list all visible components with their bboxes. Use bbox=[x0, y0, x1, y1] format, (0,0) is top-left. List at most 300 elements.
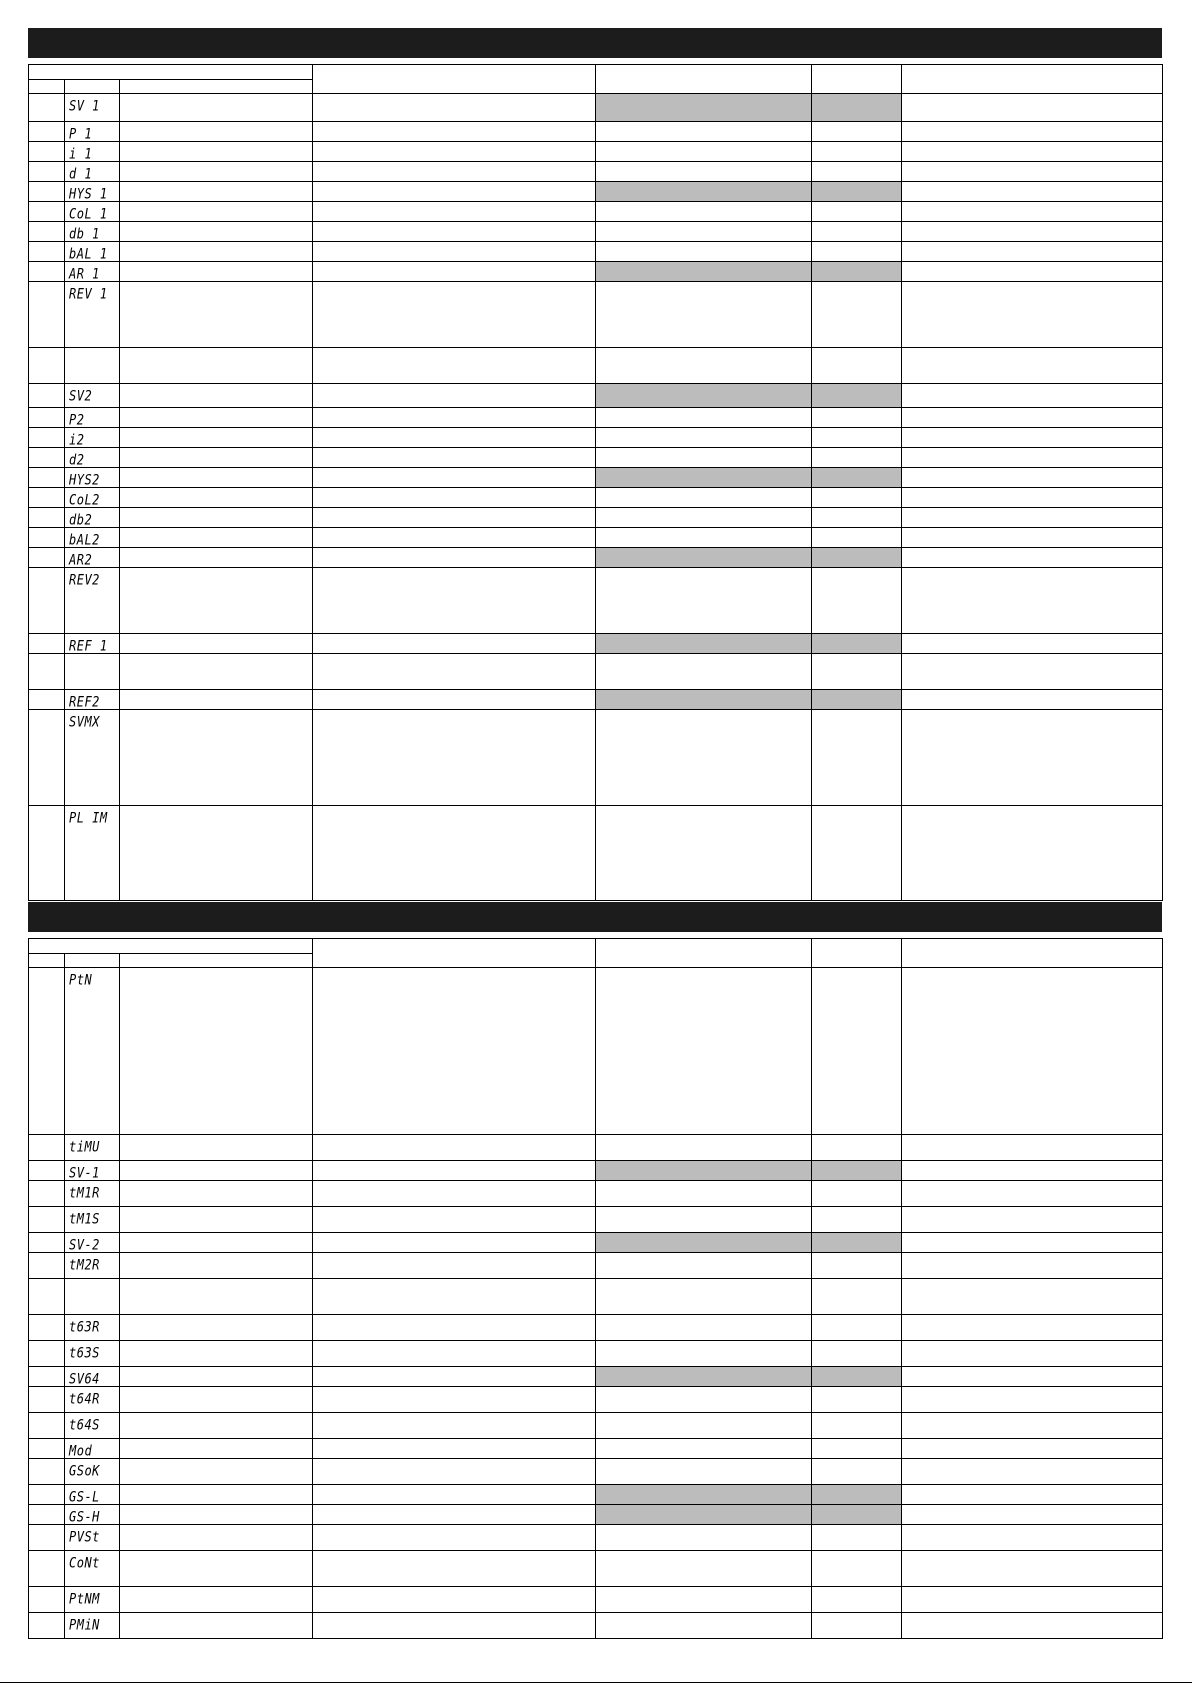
range-cell bbox=[596, 222, 812, 242]
table2-header-default bbox=[812, 939, 902, 968]
parameter-code: REV2 bbox=[69, 572, 100, 589]
name-cell bbox=[120, 468, 313, 488]
range-cell bbox=[596, 1253, 812, 1279]
code-cell bbox=[65, 428, 120, 448]
default-cell bbox=[812, 1279, 902, 1315]
parameter-table-2 bbox=[28, 938, 1163, 1639]
parameter-code: CoL2 bbox=[69, 492, 100, 509]
parameter-code: db2 bbox=[69, 512, 93, 529]
range-cell bbox=[596, 1459, 812, 1485]
parameter-code: tM1S bbox=[69, 1211, 100, 1228]
table2-header-row bbox=[29, 939, 1163, 954]
notes-cell bbox=[902, 468, 1163, 488]
name-cell bbox=[120, 968, 313, 1135]
default-cell bbox=[812, 1135, 902, 1161]
default-cell bbox=[812, 384, 902, 408]
description-cell bbox=[313, 222, 596, 242]
code-cell bbox=[65, 1161, 120, 1181]
parameter-code: d2 bbox=[69, 452, 85, 469]
notes-cell bbox=[902, 1459, 1163, 1485]
description-cell bbox=[313, 634, 596, 654]
name-cell bbox=[120, 1207, 313, 1233]
row-number-cell bbox=[29, 806, 65, 901]
description-cell bbox=[313, 1181, 596, 1207]
row-number-cell bbox=[29, 1367, 65, 1387]
description-cell bbox=[313, 468, 596, 488]
default-cell bbox=[812, 448, 902, 468]
table-row bbox=[29, 654, 1163, 690]
notes-cell bbox=[902, 1387, 1163, 1413]
notes-cell bbox=[902, 1613, 1163, 1639]
notes-cell bbox=[902, 1439, 1163, 1459]
code-cell bbox=[65, 968, 120, 1135]
default-cell bbox=[812, 1459, 902, 1485]
name-cell bbox=[120, 1135, 313, 1161]
default-cell bbox=[812, 1161, 902, 1181]
parameter-code: Mod bbox=[69, 1443, 93, 1460]
range-cell bbox=[596, 1525, 812, 1551]
range-cell bbox=[596, 1505, 812, 1525]
parameter-code: tiMU bbox=[69, 1139, 100, 1156]
table1-header-name bbox=[120, 80, 313, 94]
default-cell bbox=[812, 654, 902, 690]
notes-cell bbox=[902, 262, 1163, 282]
name-cell bbox=[120, 142, 313, 162]
table-row bbox=[29, 1367, 1163, 1387]
name-cell bbox=[120, 1341, 313, 1367]
row-number-cell bbox=[29, 1387, 65, 1413]
name-cell bbox=[120, 222, 313, 242]
notes-cell bbox=[902, 428, 1163, 448]
parameter-code: P2 bbox=[69, 412, 85, 429]
code-cell bbox=[65, 182, 120, 202]
table-row bbox=[29, 508, 1163, 528]
row-number-cell bbox=[29, 568, 65, 634]
table2-header-description bbox=[313, 939, 596, 968]
range-cell bbox=[596, 1315, 812, 1341]
row-number-cell bbox=[29, 488, 65, 508]
name-cell bbox=[120, 162, 313, 182]
default-cell bbox=[812, 690, 902, 710]
name-cell bbox=[120, 182, 313, 202]
description-cell bbox=[313, 1413, 596, 1439]
table-row bbox=[29, 690, 1163, 710]
table1-header-code bbox=[65, 80, 120, 94]
name-cell bbox=[120, 1505, 313, 1525]
table-row bbox=[29, 1525, 1163, 1551]
parameter-code: AR2 bbox=[69, 552, 93, 569]
notes-cell bbox=[902, 1207, 1163, 1233]
default-cell bbox=[812, 1413, 902, 1439]
range-cell bbox=[596, 654, 812, 690]
notes-cell bbox=[902, 222, 1163, 242]
range-cell bbox=[596, 282, 812, 348]
row-number-cell bbox=[29, 122, 65, 142]
notes-cell bbox=[902, 508, 1163, 528]
parameter-code: HYS 1 bbox=[69, 186, 108, 203]
table-row bbox=[29, 242, 1163, 262]
parameter-code: PtNM bbox=[69, 1591, 100, 1608]
notes-cell bbox=[902, 634, 1163, 654]
description-cell bbox=[313, 1613, 596, 1639]
name-cell bbox=[120, 690, 313, 710]
code-cell bbox=[65, 468, 120, 488]
table-row bbox=[29, 262, 1163, 282]
code-cell bbox=[65, 202, 120, 222]
description-cell bbox=[313, 94, 596, 122]
code-cell bbox=[65, 448, 120, 468]
parameter-code: CoNt bbox=[69, 1555, 100, 1572]
parameter-code: SV64 bbox=[69, 1371, 100, 1388]
default-cell bbox=[812, 1233, 902, 1253]
range-cell bbox=[596, 1613, 812, 1639]
range-cell bbox=[596, 548, 812, 568]
table-row bbox=[29, 348, 1163, 384]
name-cell bbox=[120, 348, 313, 384]
default-cell bbox=[812, 528, 902, 548]
default-cell bbox=[812, 468, 902, 488]
name-cell bbox=[120, 94, 313, 122]
code-cell bbox=[65, 634, 120, 654]
notes-cell bbox=[902, 548, 1163, 568]
notes-cell bbox=[902, 202, 1163, 222]
row-number-cell bbox=[29, 1459, 65, 1485]
default-cell bbox=[812, 142, 902, 162]
name-cell bbox=[120, 282, 313, 348]
description-cell bbox=[313, 710, 596, 806]
table-row bbox=[29, 94, 1163, 122]
range-cell bbox=[596, 1387, 812, 1413]
parameter-code: t63S bbox=[69, 1345, 100, 1362]
code-cell bbox=[65, 94, 120, 122]
description-cell bbox=[313, 690, 596, 710]
parameter-code: GSoK bbox=[69, 1463, 100, 1480]
description-cell bbox=[313, 968, 596, 1135]
name-cell bbox=[120, 528, 313, 548]
code-cell bbox=[65, 508, 120, 528]
name-cell bbox=[120, 1439, 313, 1459]
section-header-bar-2 bbox=[28, 902, 1162, 932]
default-cell bbox=[812, 1551, 902, 1587]
range-cell bbox=[596, 568, 812, 634]
name-cell bbox=[120, 488, 313, 508]
range-cell bbox=[596, 1367, 812, 1387]
name-cell bbox=[120, 568, 313, 634]
description-cell bbox=[313, 202, 596, 222]
range-cell bbox=[596, 1485, 812, 1505]
notes-cell bbox=[902, 528, 1163, 548]
name-cell bbox=[120, 1161, 313, 1181]
row-number-cell bbox=[29, 1315, 65, 1341]
row-number-cell bbox=[29, 1413, 65, 1439]
code-cell bbox=[65, 1233, 120, 1253]
description-cell bbox=[313, 548, 596, 568]
row-number-cell bbox=[29, 1207, 65, 1233]
name-cell bbox=[120, 1367, 313, 1387]
parameter-code: HYS2 bbox=[69, 472, 100, 489]
row-number-cell bbox=[29, 1279, 65, 1315]
table-row bbox=[29, 122, 1163, 142]
row-number-cell bbox=[29, 142, 65, 162]
range-cell bbox=[596, 1207, 812, 1233]
notes-cell bbox=[902, 348, 1163, 384]
notes-cell bbox=[902, 122, 1163, 142]
code-cell bbox=[65, 568, 120, 634]
notes-cell bbox=[902, 1587, 1163, 1613]
range-cell bbox=[596, 1135, 812, 1161]
name-cell bbox=[120, 710, 313, 806]
notes-cell bbox=[902, 1161, 1163, 1181]
description-cell bbox=[313, 1207, 596, 1233]
name-cell bbox=[120, 1485, 313, 1505]
default-cell bbox=[812, 1181, 902, 1207]
description-cell bbox=[313, 654, 596, 690]
parameter-code bbox=[65, 668, 69, 669]
code-cell bbox=[65, 1525, 120, 1551]
default-cell bbox=[812, 1341, 902, 1367]
notes-cell bbox=[902, 568, 1163, 634]
table-row bbox=[29, 384, 1163, 408]
notes-cell bbox=[902, 94, 1163, 122]
range-cell bbox=[596, 348, 812, 384]
range-cell bbox=[596, 122, 812, 142]
table-row bbox=[29, 182, 1163, 202]
name-cell bbox=[120, 242, 313, 262]
row-number-cell bbox=[29, 162, 65, 182]
notes-cell bbox=[902, 806, 1163, 901]
description-cell bbox=[313, 448, 596, 468]
default-cell bbox=[812, 182, 902, 202]
description-cell bbox=[313, 1439, 596, 1459]
table-row bbox=[29, 1485, 1163, 1505]
name-cell bbox=[120, 654, 313, 690]
range-cell bbox=[596, 968, 812, 1135]
range-cell bbox=[596, 1161, 812, 1181]
notes-cell bbox=[902, 1505, 1163, 1525]
name-cell bbox=[120, 384, 313, 408]
description-cell bbox=[313, 122, 596, 142]
code-cell bbox=[65, 1341, 120, 1367]
row-number-cell bbox=[29, 1253, 65, 1279]
row-number-cell bbox=[29, 1233, 65, 1253]
parameter-code: SVMX bbox=[69, 714, 100, 731]
parameter-code: GS-L bbox=[69, 1489, 100, 1506]
notes-cell bbox=[902, 1525, 1163, 1551]
table-row bbox=[29, 1207, 1163, 1233]
description-cell bbox=[313, 1161, 596, 1181]
parameter-code: d 1 bbox=[69, 166, 93, 183]
range-cell bbox=[596, 1551, 812, 1587]
parameter-code: P 1 bbox=[69, 126, 93, 143]
row-number-cell bbox=[29, 508, 65, 528]
notes-cell bbox=[902, 282, 1163, 348]
default-cell bbox=[812, 222, 902, 242]
notes-cell bbox=[902, 968, 1163, 1135]
table-row bbox=[29, 806, 1163, 901]
notes-cell bbox=[902, 1315, 1163, 1341]
notes-cell bbox=[902, 690, 1163, 710]
parameter-code: PL IM bbox=[69, 810, 108, 827]
range-cell bbox=[596, 202, 812, 222]
description-cell bbox=[313, 1485, 596, 1505]
range-cell bbox=[596, 262, 812, 282]
row-number-cell bbox=[29, 528, 65, 548]
section-header-bar-1 bbox=[28, 28, 1162, 58]
name-cell bbox=[120, 262, 313, 282]
parameter-code: PVSt bbox=[69, 1529, 100, 1546]
table1-header-row bbox=[29, 65, 1163, 80]
range-cell bbox=[596, 710, 812, 806]
name-cell bbox=[120, 1551, 313, 1587]
name-cell bbox=[120, 634, 313, 654]
parameter-code: bAL2 bbox=[69, 532, 100, 549]
default-cell bbox=[812, 1387, 902, 1413]
description-cell bbox=[313, 1279, 596, 1315]
parameter-code: tM2R bbox=[69, 1257, 100, 1274]
parameter-code: AR 1 bbox=[69, 266, 100, 283]
row-number-cell bbox=[29, 428, 65, 448]
description-cell bbox=[313, 1341, 596, 1367]
parameter-code: REV 1 bbox=[69, 286, 108, 303]
range-cell bbox=[596, 690, 812, 710]
description-cell bbox=[313, 1367, 596, 1387]
code-cell bbox=[65, 1439, 120, 1459]
range-cell bbox=[596, 384, 812, 408]
table-row bbox=[29, 1387, 1163, 1413]
description-cell bbox=[313, 508, 596, 528]
description-cell bbox=[313, 1551, 596, 1587]
row-number-cell bbox=[29, 202, 65, 222]
name-cell bbox=[120, 448, 313, 468]
default-cell bbox=[812, 282, 902, 348]
default-cell bbox=[812, 1505, 902, 1525]
notes-cell bbox=[902, 1279, 1163, 1315]
range-cell bbox=[596, 488, 812, 508]
table2-header-no bbox=[29, 954, 65, 968]
description-cell bbox=[313, 1387, 596, 1413]
range-cell bbox=[596, 468, 812, 488]
range-cell bbox=[596, 1181, 812, 1207]
parameter-code bbox=[65, 362, 69, 363]
code-cell bbox=[65, 1207, 120, 1233]
parameter-code: bAL 1 bbox=[69, 246, 108, 263]
code-cell bbox=[65, 1181, 120, 1207]
range-cell bbox=[596, 182, 812, 202]
row-number-cell bbox=[29, 710, 65, 806]
table-row bbox=[29, 142, 1163, 162]
default-cell bbox=[812, 1439, 902, 1459]
range-cell bbox=[596, 94, 812, 122]
table2-header-name bbox=[120, 954, 313, 968]
notes-cell bbox=[902, 1413, 1163, 1439]
name-cell bbox=[120, 1587, 313, 1613]
code-cell bbox=[65, 162, 120, 182]
description-cell bbox=[313, 1525, 596, 1551]
code-cell bbox=[65, 282, 120, 348]
table2-header-parameter bbox=[29, 939, 313, 954]
table1-header-notes bbox=[902, 65, 1163, 94]
description-cell bbox=[313, 1135, 596, 1161]
default-cell bbox=[812, 202, 902, 222]
parameter-code: db 1 bbox=[69, 226, 100, 243]
notes-cell bbox=[902, 142, 1163, 162]
row-number-cell bbox=[29, 408, 65, 428]
table-row bbox=[29, 1341, 1163, 1367]
code-cell bbox=[65, 1459, 120, 1485]
description-cell bbox=[313, 488, 596, 508]
table-row bbox=[29, 1413, 1163, 1439]
table-row bbox=[29, 1439, 1163, 1459]
notes-cell bbox=[902, 710, 1163, 806]
default-cell bbox=[812, 242, 902, 262]
table-row bbox=[29, 710, 1163, 806]
row-number-cell bbox=[29, 654, 65, 690]
row-number-cell bbox=[29, 1135, 65, 1161]
code-cell bbox=[65, 806, 120, 901]
parameter-code: SV-1 bbox=[69, 1165, 100, 1182]
name-cell bbox=[120, 428, 313, 448]
name-cell bbox=[120, 1459, 313, 1485]
parameter-code: REF2 bbox=[69, 694, 100, 711]
default-cell bbox=[812, 162, 902, 182]
table-row bbox=[29, 968, 1163, 1135]
name-cell bbox=[120, 202, 313, 222]
code-cell bbox=[65, 488, 120, 508]
code-cell bbox=[65, 528, 120, 548]
description-cell bbox=[313, 1505, 596, 1525]
name-cell bbox=[120, 508, 313, 528]
name-cell bbox=[120, 1413, 313, 1439]
row-number-cell bbox=[29, 1505, 65, 1525]
default-cell bbox=[812, 1613, 902, 1639]
notes-cell bbox=[902, 384, 1163, 408]
parameter-code: GS-H bbox=[69, 1509, 100, 1526]
description-cell bbox=[313, 1233, 596, 1253]
parameter-code: t64S bbox=[69, 1417, 100, 1434]
row-number-cell bbox=[29, 468, 65, 488]
table1-header-parameter bbox=[29, 65, 313, 80]
code-cell bbox=[65, 408, 120, 428]
table1-header-default bbox=[812, 65, 902, 94]
table-row bbox=[29, 468, 1163, 488]
table-row bbox=[29, 408, 1163, 428]
range-cell bbox=[596, 408, 812, 428]
default-cell bbox=[812, 488, 902, 508]
parameter-code: i 1 bbox=[69, 146, 93, 163]
description-cell bbox=[313, 528, 596, 548]
code-cell bbox=[65, 1387, 120, 1413]
name-cell bbox=[120, 1279, 313, 1315]
description-cell bbox=[313, 408, 596, 428]
code-cell bbox=[65, 1551, 120, 1587]
table-row bbox=[29, 1551, 1163, 1587]
table-row bbox=[29, 1161, 1163, 1181]
row-number-cell bbox=[29, 448, 65, 468]
description-cell bbox=[313, 384, 596, 408]
row-number-cell bbox=[29, 690, 65, 710]
row-number-cell bbox=[29, 1439, 65, 1459]
parameter-code: SV 1 bbox=[69, 98, 100, 115]
row-number-cell bbox=[29, 1525, 65, 1551]
default-cell bbox=[812, 1315, 902, 1341]
parameter-code: i2 bbox=[69, 432, 85, 449]
table-row bbox=[29, 1315, 1163, 1341]
table1-header-description bbox=[313, 65, 596, 94]
code-cell bbox=[65, 1613, 120, 1639]
default-cell bbox=[812, 1587, 902, 1613]
range-cell bbox=[596, 142, 812, 162]
range-cell bbox=[596, 1341, 812, 1367]
